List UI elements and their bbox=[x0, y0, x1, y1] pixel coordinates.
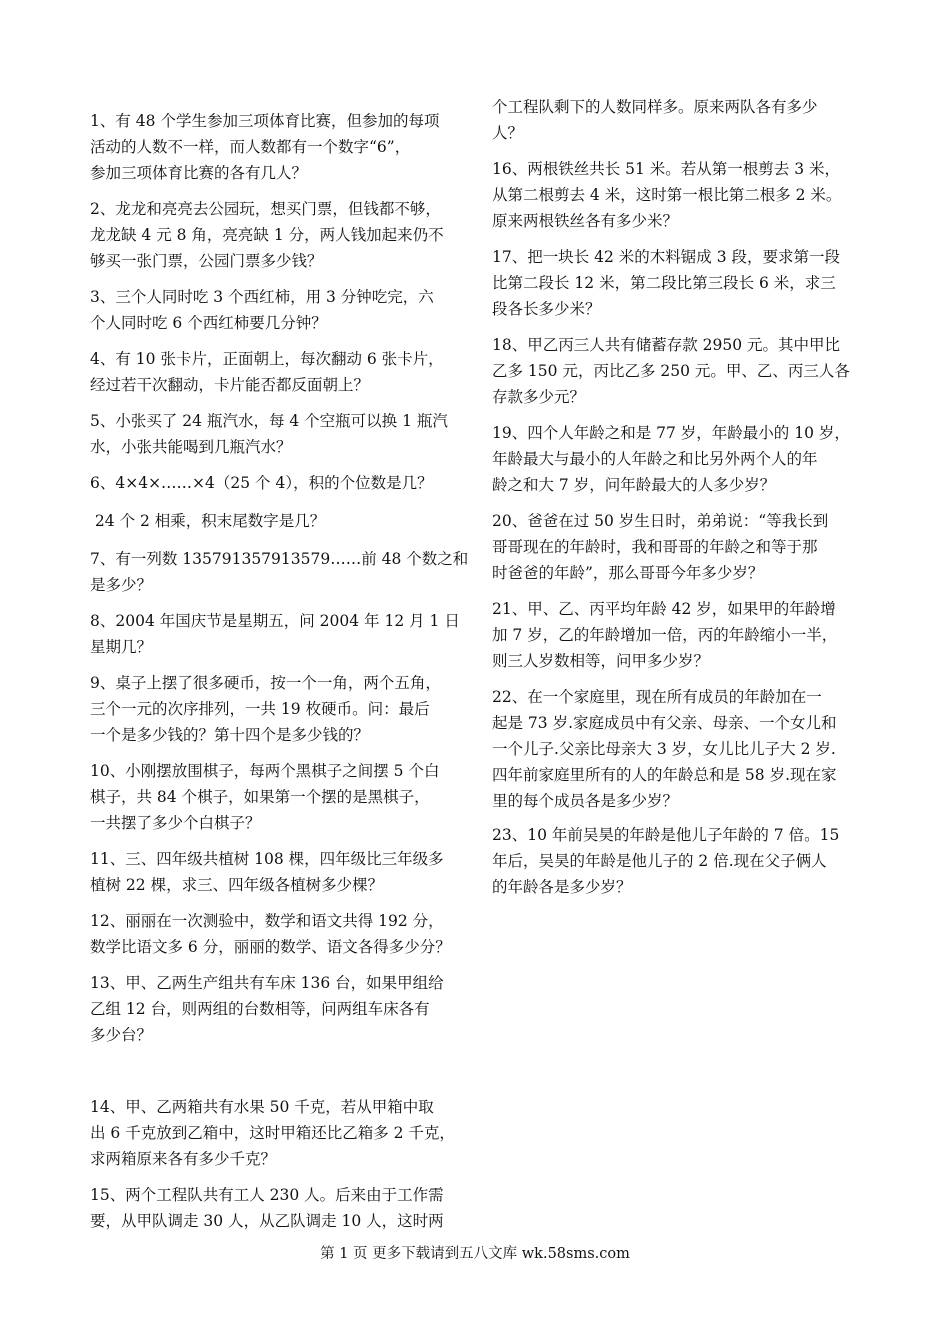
problem-line: 水，小张共能喝到几瓶汽水？ bbox=[90, 438, 292, 456]
problem-line: 5、小张买了 24 瓶汽水，每 4 个空瓶可以换 1 瓶汽 bbox=[90, 412, 448, 430]
problem-line: 一个儿子.父亲比母亲大 3 岁，女儿比儿子大 2 岁. bbox=[492, 740, 836, 758]
problem-line: 乙多 150 元，丙比乙多 250 元。甲、乙、丙三人各 bbox=[492, 362, 850, 380]
problem-line: 哥哥现在的年龄时，我和哥哥的年龄之和等于那 bbox=[492, 538, 818, 556]
problem-line: 要，从甲队调走 30 人，从乙队调走 10 人，这时两 bbox=[90, 1212, 444, 1230]
problem-line: 四年前家庭里所有的人的年龄总和是 58 岁.现在家 bbox=[492, 766, 837, 784]
problem-line: 棋子，共 84 个棋子，如果第一个摆的是黑棋子， bbox=[90, 788, 430, 806]
problem-line: 一个是多少钱的？第十四个是多少钱的？ bbox=[90, 726, 370, 744]
problem-line: 年后，吴昊的年龄是他儿子的 2 倍.现在父子俩人 bbox=[492, 852, 827, 870]
problem-line: 13、甲、乙两生产组共有车床 136 台，如果甲组给 bbox=[90, 974, 444, 992]
problem-line: 够买一张门票，公园门票多少钱？ bbox=[90, 252, 323, 270]
problem-line: 7、有一列数 135791357913579……前 48 个数之和 bbox=[90, 550, 469, 568]
problem-line: 龙龙缺 4 元 8 角，亮亮缺 1 分，两人钱加起来仍不 bbox=[90, 226, 444, 244]
problem-line: 20、爸爸在过 50 岁生日时，弟弟说：“等我长到 bbox=[492, 512, 829, 530]
problem-line: 19、四个人年龄之和是 77 岁，年龄最小的 10 岁， bbox=[492, 424, 850, 442]
problem-line: 参加三项体育比赛的各有几人？ bbox=[90, 164, 308, 182]
problem-line: 星期几？ bbox=[90, 638, 153, 656]
problem-line: 12、丽丽在一次测验中，数学和语文共得 192 分， bbox=[90, 912, 444, 930]
problem-line: 18、甲乙丙三人共有储蓄存款 2950 元。其中甲比 bbox=[492, 336, 841, 354]
problem-line: 21、甲、乙、丙平均年龄 42 岁，如果甲的年龄增 bbox=[492, 600, 836, 618]
problem-line: 乙组 12 台，则两组的台数相等，问两组车床各有 bbox=[90, 1000, 430, 1018]
problem-line: 个工程队剩下的人数同样多。原来两队各有多少 bbox=[492, 98, 818, 116]
problem-line: 多少台？ bbox=[90, 1026, 153, 1044]
problem-line: 里的每个成员各是多少岁？ bbox=[492, 792, 679, 810]
problem-line: 的年龄各是多少岁？ bbox=[492, 878, 632, 896]
problem-line: 求两箱原来各有多少千克？ bbox=[90, 1150, 277, 1168]
problem-line: 起是 73 岁.家庭成员中有父亲、母亲、一个女儿和 bbox=[492, 714, 837, 732]
problem-line: 17、把一块长 42 米的木料锯成 3 段，要求第一段 bbox=[492, 248, 841, 266]
problem-line: 23、10 年前吴昊的年龄是他儿子年龄的 7 倍。15 bbox=[492, 826, 840, 844]
problem-line: 三个一元的次序排列，一共 19 枚硬币。问：最后 bbox=[90, 700, 430, 718]
problem-line: 时爸爸的年龄”，那么哥哥今年多少岁？ bbox=[492, 564, 764, 582]
problem-line: 2、龙龙和亮亮去公园玩，想买门票，但钱都不够， bbox=[90, 200, 441, 218]
problem-line: 3、三个人同时吃 3 个西红柿，用 3 分钟吃完，六 bbox=[90, 288, 434, 306]
problem-line: 1、有 48 个学生参加三项体育比赛，但参加的每项 bbox=[90, 112, 440, 130]
problem-line: 个人同时吃 6 个西红柿要几分钟？ bbox=[90, 314, 327, 332]
problem-line: 出 6 千克放到乙箱中，这时甲箱还比乙箱多 2 千克， bbox=[90, 1124, 455, 1142]
problem-line: 16、两根铁丝共长 51 米。若从第一根剪去 3 米， bbox=[492, 160, 841, 178]
problem-line: 9、桌子上摆了很多硬币，按一个一角，两个五角， bbox=[90, 674, 441, 692]
problem-line: 经过若干次翻动，卡片能否都反面朝上？ bbox=[90, 376, 370, 394]
problem-line: 比第二段长 12 米，第二段比第三段长 6 米，求三 bbox=[492, 274, 836, 292]
problem-line: 15、两个工程队共有工人 230 人。后来由于工作需 bbox=[90, 1186, 444, 1204]
problem-line: 4、有 10 张卡片，正面朝上，每次翻动 6 张卡片， bbox=[90, 350, 444, 368]
problem-line: 原来两根铁丝各有多少米？ bbox=[492, 212, 679, 230]
problem-line: 8、2004 年国庆节是星期五，问 2004 年 12 月 1 日 bbox=[90, 612, 460, 630]
problem-line: 从第二根剪去 4 米，这时第一根比第二根多 2 米。 bbox=[492, 186, 842, 204]
problem-line: 龄之和大 7 岁，问年龄最大的人多少岁？ bbox=[492, 476, 776, 494]
problem-line: 是多少？ bbox=[90, 576, 153, 594]
problem-line: 段各长多少米？ bbox=[492, 300, 601, 318]
problem-line: 存款多少元？ bbox=[492, 388, 586, 406]
problem-line: 14、甲、乙两箱共有水果 50 千克，若从甲箱中取 bbox=[90, 1098, 434, 1116]
problem-line: 11、三、四年级共植树 108 棵，四年级比三年级多 bbox=[90, 850, 444, 868]
page-footer: 第 1 页 更多下载请到五八文库 wk.58sms.com bbox=[320, 1246, 630, 1262]
problem-line: 活动的人数不一样，而人数都有一个数字“6”， bbox=[90, 138, 411, 156]
problem-line: 24 个 2 相乘，积末尾数字是几？ bbox=[90, 512, 326, 530]
problem-line: 年龄最大与最小的人年龄之和比另外两个人的年 bbox=[492, 450, 818, 468]
problem-line: 植树 22 棵，求三、四年级各植树多少棵？ bbox=[90, 876, 384, 894]
problem-line: 22、在一个家庭里，现在所有成员的年龄加在一 bbox=[492, 688, 822, 706]
problem-line: 数学比语文多 6 分，丽丽的数学、语文各得多少分？ bbox=[90, 938, 451, 956]
problem-line: 10、小刚摆放围棋子，每两个黑棋子之间摆 5 个白 bbox=[90, 762, 440, 780]
problem-line: 则三人岁数相等，问甲多少岁？ bbox=[492, 652, 710, 670]
problem-line: 人？ bbox=[492, 124, 524, 142]
problem-line: 一共摆了多少个白棋子？ bbox=[90, 814, 261, 832]
problem-line: 6、4×4×……×4（25 个 4），积的个位数是几？ bbox=[90, 474, 433, 492]
problem-line: 加 7 岁，乙的年龄增加一倍，丙的年龄缩小一半， bbox=[492, 626, 838, 644]
